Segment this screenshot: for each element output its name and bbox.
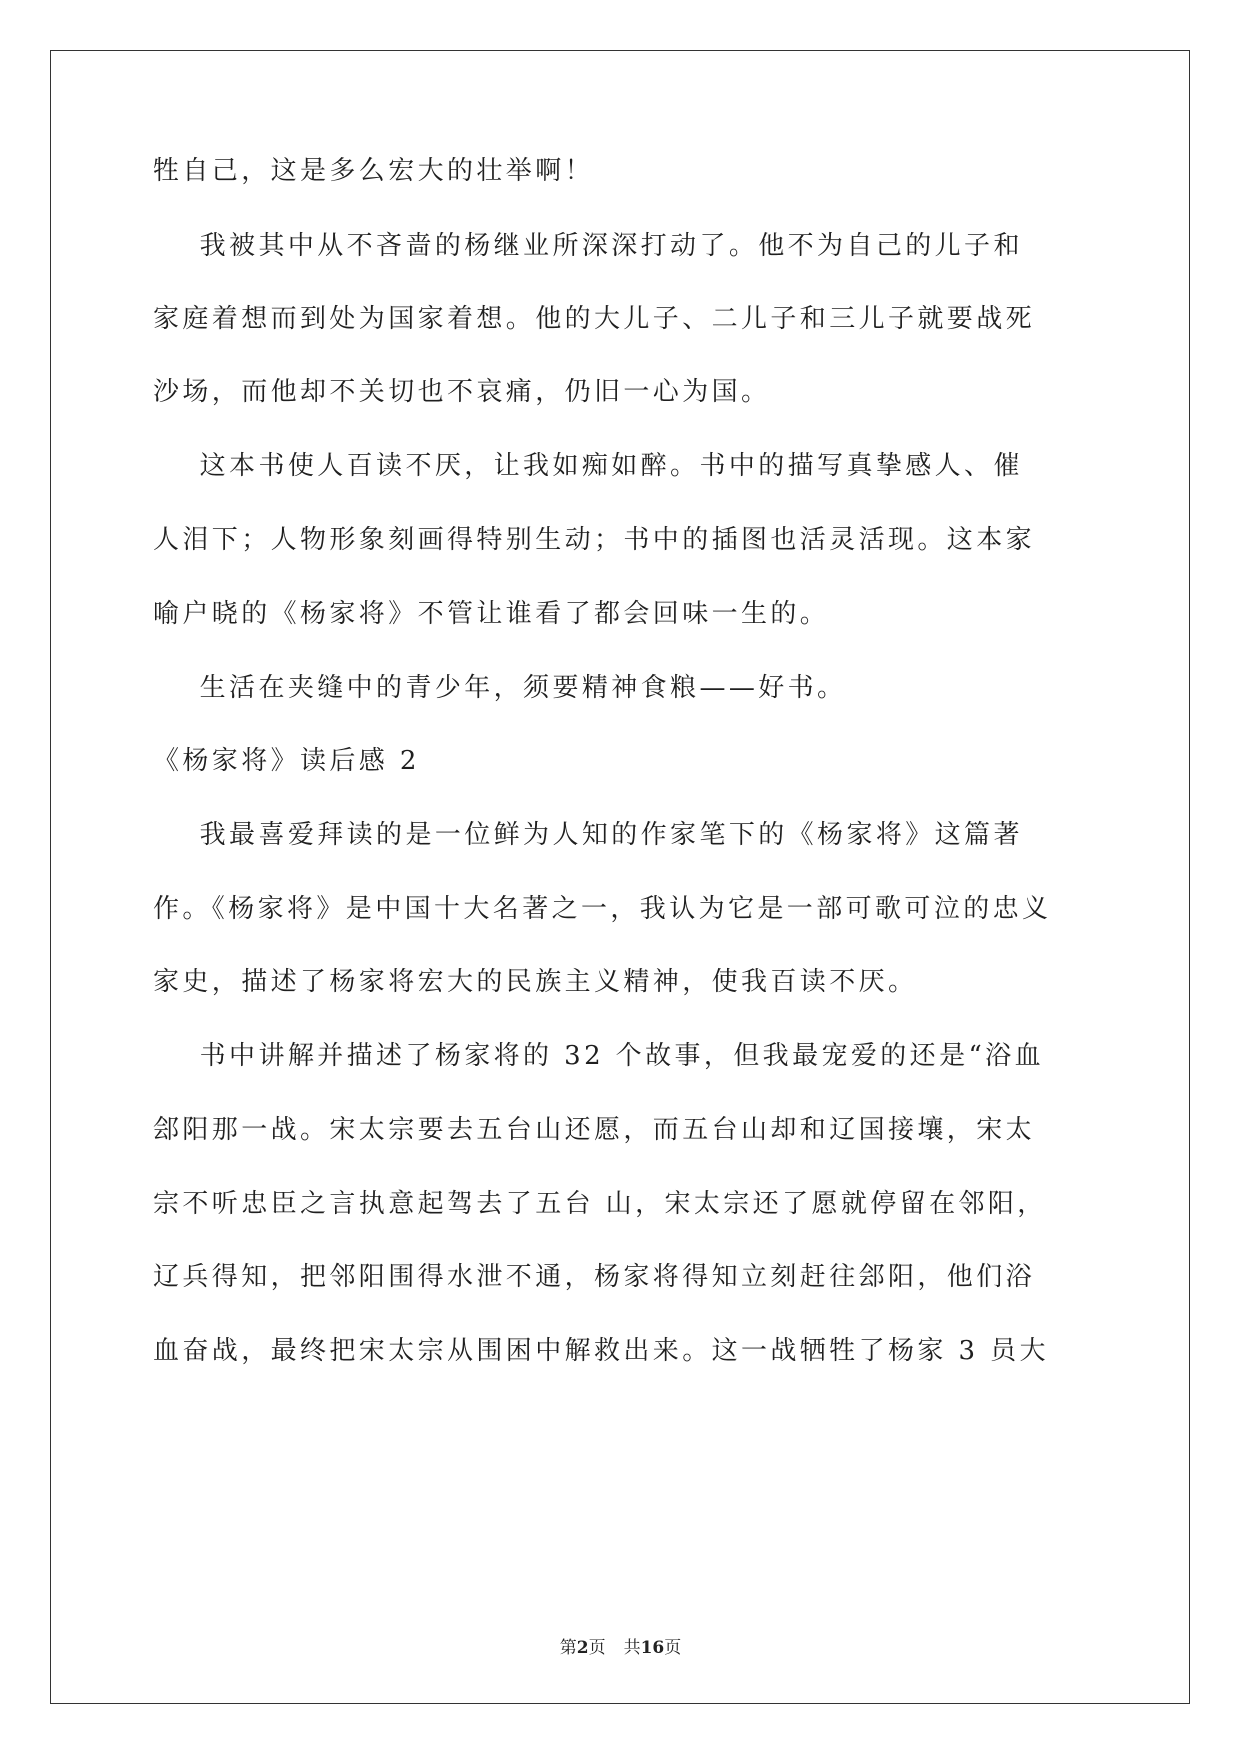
text-line-13: 书中讲解并描述了杨家将的 32 个故事，但我最宠爱的还是“浴血	[153, 1041, 1044, 1071]
text-line-8: 生活在夹缝中的青少年，须要精神食粮——好书。	[153, 673, 847, 703]
text-line-7: 喻户晓的《杨家将》不管让谁看了都会回味一生的。	[153, 599, 830, 629]
current-page-number: 2	[576, 1638, 589, 1658]
total-suffix: 页	[664, 1638, 682, 1658]
text-line-10: 我最喜爱拜读的是一位鲜为人知的作家笔下的《杨家将》这篇著	[153, 820, 1023, 850]
text-line-5: 这本书使人百读不厌，让我如痴如醉。书中的描写真挚感人、催	[153, 451, 1023, 481]
text-line-11: 作。《杨家将》是中国十大名著之一，我认为它是一部可歌可泣的忠义	[153, 894, 1052, 924]
text-line-2: 我被其中从不吝啬的杨继业所深深打动了。他不为自己的儿子和	[153, 231, 1023, 261]
page-prefix: 第	[559, 1638, 577, 1658]
page-footer	[0, 1633, 1241, 1658]
text-line-1: 牲自己，这是多么宏大的壮举啊！	[153, 156, 595, 186]
text-line-16: 辽兵得知，把邻阳围得水泄不通，杨家将得知立刻赶往郐阳，他们浴	[153, 1262, 1036, 1292]
total-prefix: 共	[623, 1638, 641, 1658]
page-suffix: 页	[588, 1638, 606, 1658]
text-line-17: 血奋战，最终把宋太宗从围困中解救出来。这一战牺牲了杨家 3 员大	[153, 1336, 1049, 1366]
text-line-6: 人泪下；人物形象刻画得特别生动；书中的插图也活灵活现。这本家	[153, 525, 1036, 555]
text-line-14: 郐阳那一战。宋太宗要去五台山还愿，而五台山却和辽国接壤，宋太	[153, 1115, 1036, 1145]
page-border	[50, 50, 1190, 1704]
text-line-4: 沙场，而他却不关切也不哀痛，仍旧一心为国。	[153, 377, 771, 407]
text-line-15: 宗不听忠臣之言执意起驾去了五台 山，宋太宗还了愿就停留在邻阳，	[153, 1189, 1047, 1219]
section-heading: 《杨家将》读后感 2	[153, 746, 420, 776]
text-line-12: 家史，描述了杨家将宏大的民族主义精神，使我百读不厌。	[153, 967, 918, 997]
total-page-count: 16	[640, 1638, 665, 1658]
text-line-3: 家庭着想而到处为国家着想。他的大儿子、二儿子和三儿子就要战死	[153, 304, 1036, 334]
